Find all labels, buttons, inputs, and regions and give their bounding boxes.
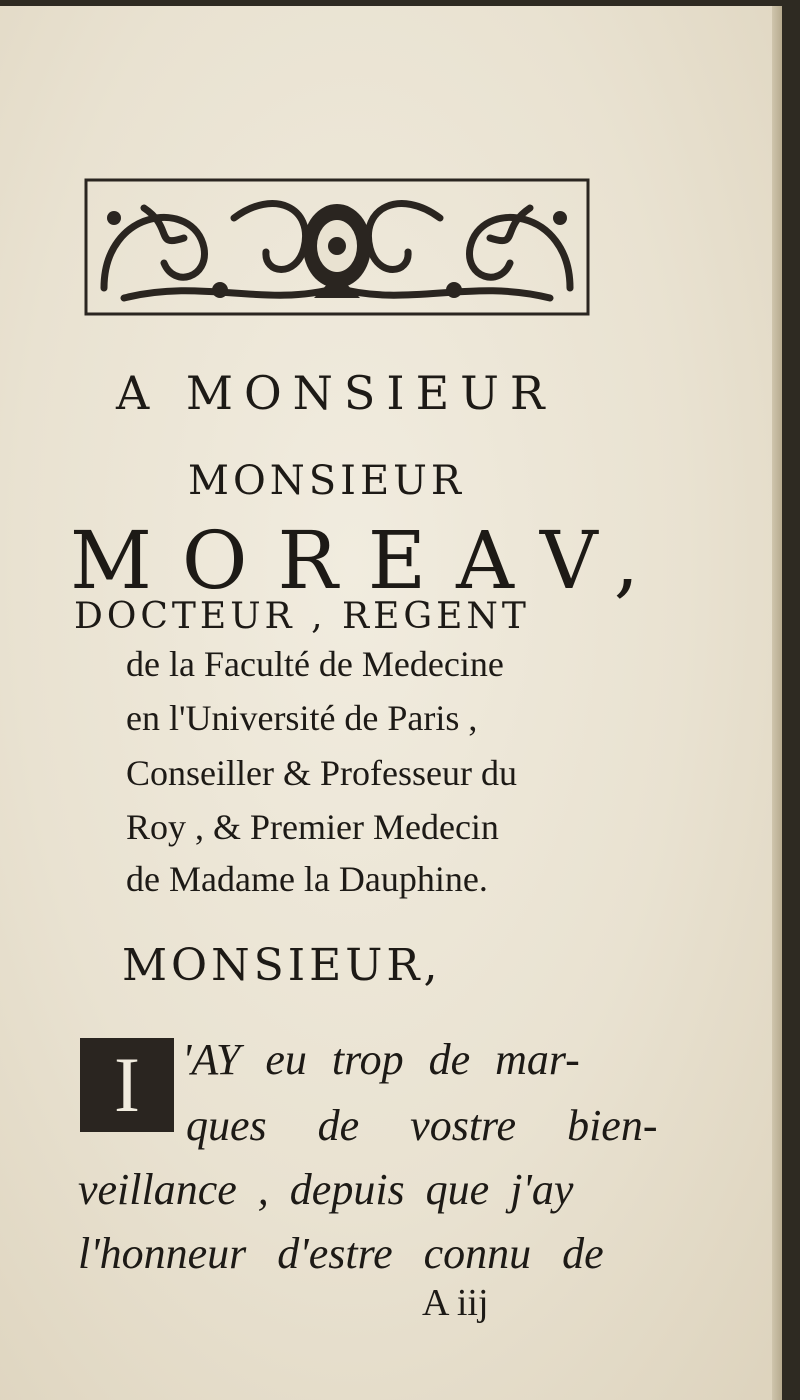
book-page (0, 6, 782, 1400)
salutation: MONSIEUR, (122, 940, 442, 991)
acanthus-scroll-ornament-icon (84, 178, 590, 316)
dedicatee-name: MOREAV, (70, 514, 670, 607)
description-line: Roy , & Premier Medecin (126, 807, 499, 847)
honorific-line: MONSIEUR (188, 458, 465, 504)
body-text-line: ques de vostre bien- (186, 1101, 658, 1150)
body-text-line: veillance , depuis que j'ay (78, 1165, 574, 1214)
dedicatee-title: DOCTEUR , REGENT (74, 596, 530, 637)
dedication-line: A MONSIEUR (116, 366, 556, 420)
description-line: de la Faculté de Medecine (126, 644, 504, 684)
dropcap-initial: I (80, 1038, 174, 1132)
body-text-line: 'AY eu trop de mar- (182, 1035, 580, 1084)
description-line: en l'Université de Paris , (126, 698, 478, 738)
description-line: de Madame la Dauphine. (126, 859, 488, 899)
page-edge (772, 6, 782, 1400)
signature-mark: A iij (422, 1282, 489, 1324)
description-line: Conseiller & Professeur du (126, 753, 517, 793)
body-text-line: l'honneur d'estre connu de (78, 1229, 604, 1278)
